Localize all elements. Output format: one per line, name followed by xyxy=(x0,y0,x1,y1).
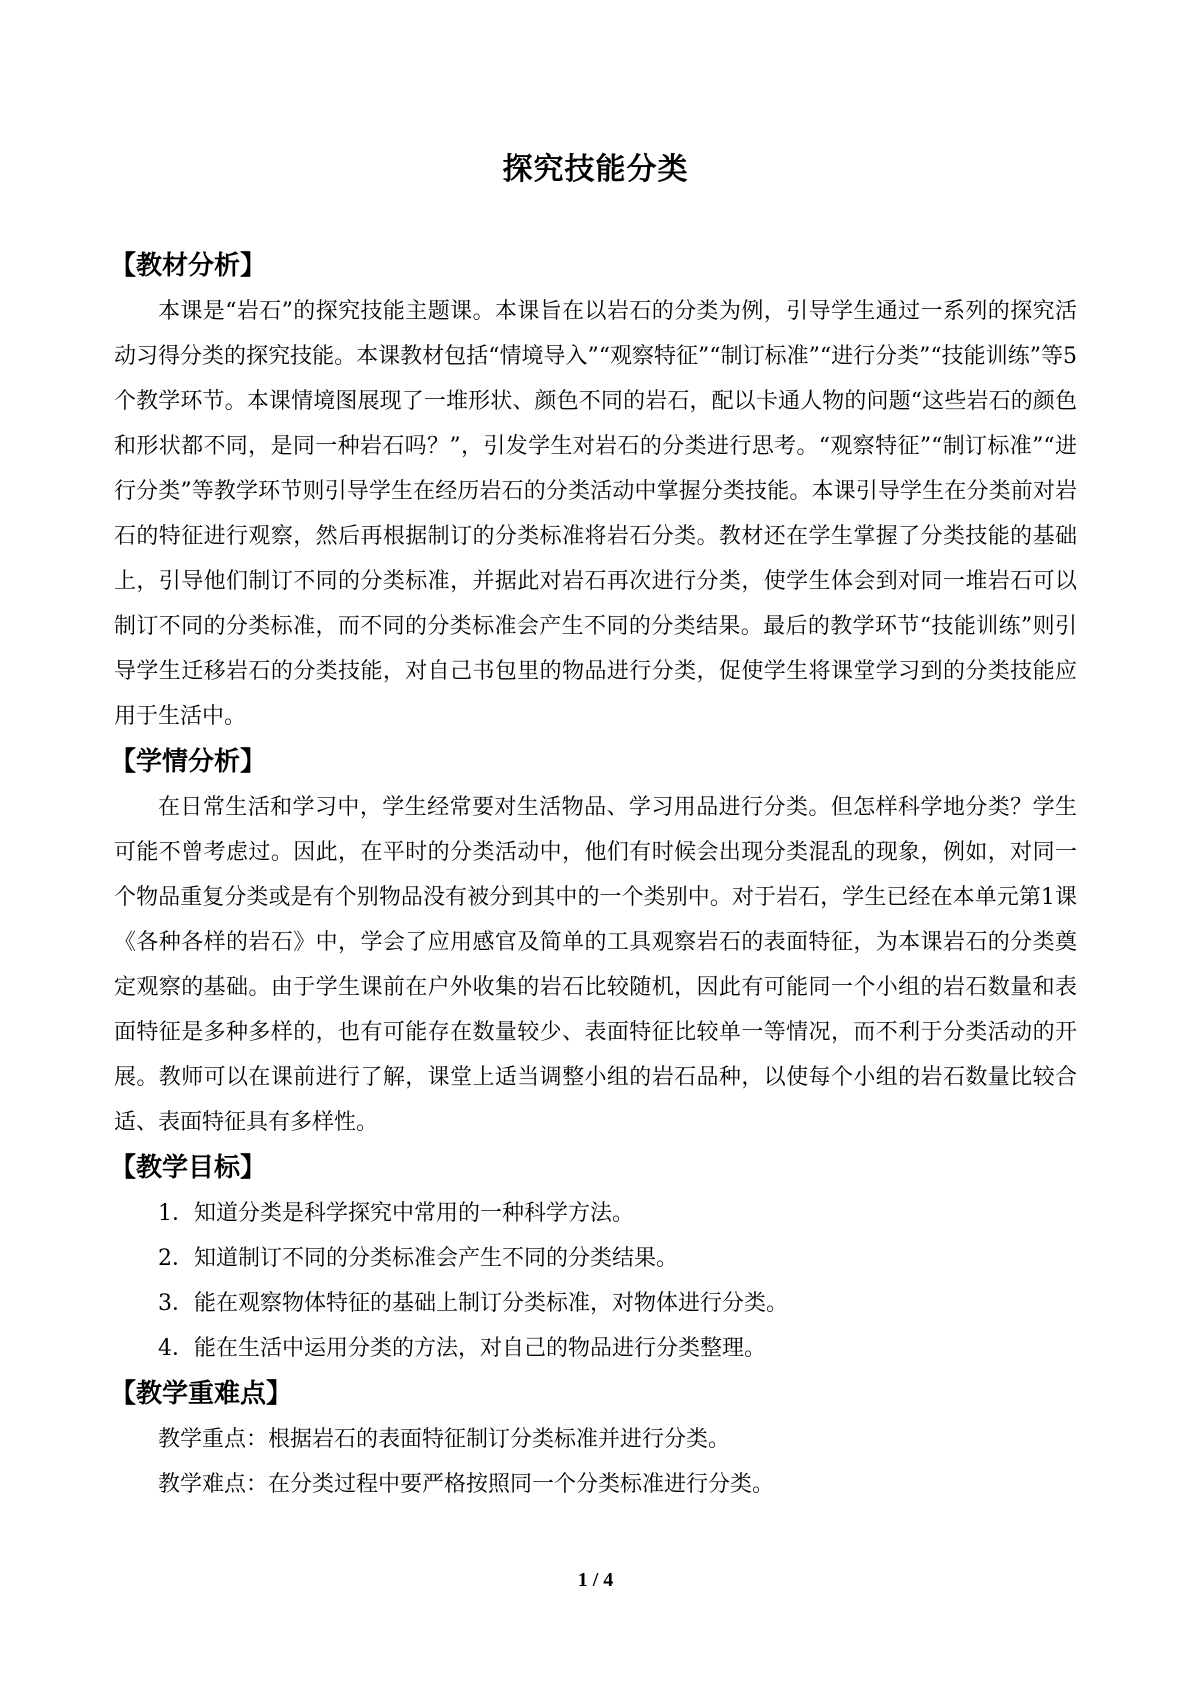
section-heading: 【教学重难点】 xyxy=(110,1379,293,1409)
section-heading: 【教材分析】 xyxy=(110,251,267,281)
section-textbook-analysis xyxy=(110,243,1077,739)
difficult-point-item: 教学难点：在分类过程中要严格按照同一个分类标准进行分类。 xyxy=(158,1472,775,1497)
section-key-difficult-points xyxy=(110,1371,1077,1507)
document-title: 探究技能分类 xyxy=(502,152,689,187)
objective-item: 4．能在生活中运用分类的方法，对自己的物品进行分类整理。 xyxy=(158,1336,766,1361)
section-teaching-objectives xyxy=(110,1145,1077,1371)
section-heading: 【教学目标】 xyxy=(110,1153,267,1183)
section-student-analysis xyxy=(110,739,1077,1145)
page-number: 1 / 4 xyxy=(577,1569,614,1591)
objective-item: 3．能在观察物体特征的基础上制订分类标准，对物体进行分类。 xyxy=(158,1291,788,1316)
section-heading: 【学情分析】 xyxy=(110,747,267,777)
document-body xyxy=(110,243,1077,1507)
paragraph: 本课是“岩石”的探究技能主题课。本课旨在以岩石的分类为例，引导学生通过一系列的探究活动习得分类的探究技能。本课教材包括“情境导入”“观察特征”“制订标准”“进行分类”“技能训练”等5个教学环节。本课情境图展现了一堆形状、颜色不同的岩石，配以卡通人物的问题“这些岩石的颜色和形状都不同，是同一种岩石吗？”，引发学生对岩石的分类进行思考。“观察特征”“制订标准”“进行分类”等教学环节则引导学生在经历岩石的分类活动中掌握分类技能。本课引导学生在分类前对岩石的特征进行观察，然后再根据制订的分类标准将岩石分类。教材还在学生掌握了分类技能的基础上，引导他们制订不同的分类标准，并据此对岩石再次进行分类，使学生体会到对同一堆岩石可以制订不同的分类标准，而不同的分类标准会产生不同的分类结果。最后的教学环节“技能训练”则引导学生迁移岩石的分类技能，对自己书包里的物品进行分类，促使学生将课堂学习到的分类技能应用于生活中。 xyxy=(114,299,1077,729)
objective-item: 2．知道制订不同的分类标准会产生不同的分类结果。 xyxy=(158,1246,678,1271)
paragraph: 在日常生活和学习中，学生经常要对生活物品、学习用品进行分类。但怎样科学地分类？学生可能不曾考虑过。因此，在平时的分类活动中，他们有时候会出现分类混乱的现象，例如，对同一个物品重复分类或是有个别物品没有被分到其中的一个类别中。对于岩石，学生已经在本单元第1课《各种各样的岩石》中，学会了应用感官及简单的工具观察岩石的表面特征，为本课岩石的分类奠定观察的基础。由于学生课前在户外收集的岩石比较随机，因此有可能同一个小组的岩石数量和表面特征是多种多样的，也有可能存在数量较少、表面特征比较单一等情况，而不利于分类活动的开展。教师可以在课前进行了解，课堂上适当调整小组的岩石品种，以使每个小组的岩石数量比较合适、表面特征具有多样性。 xyxy=(114,795,1077,1135)
objective-item: 1．知道分类是科学探究中常用的一种科学方法。 xyxy=(158,1201,634,1226)
key-point-item: 教学重点：根据岩石的表面特征制订分类标准并进行分类。 xyxy=(158,1427,731,1452)
